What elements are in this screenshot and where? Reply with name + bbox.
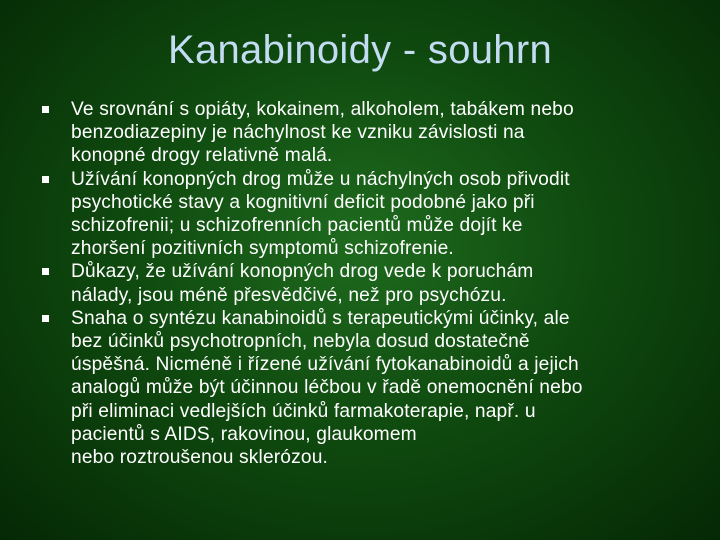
square-bullet-icon <box>42 315 49 322</box>
slide-title: Kanabinoidy - souhrn <box>167 28 553 72</box>
bullet-list <box>40 98 705 469</box>
bullet-text: Ve srovnání s opiáty, kokainem, alkoholem, tabákem nebo benzodiazepiny je náchylnost ke vzniku závislosti na konopné drogy relativně malá. <box>71 99 574 167</box>
bullet-text: Důkazy, že užívání konopných drog vede k poruchám nálady, jsou méně přesvědčivé, než pro psychózu. <box>71 261 534 306</box>
square-bullet-icon <box>42 176 49 183</box>
bullet-item-mood-disorders <box>40 260 705 306</box>
bullet-item-therapeutic-use <box>40 307 705 469</box>
bullet-item-psychosis-risk <box>40 168 705 261</box>
bullet-text: Snaha o syntézu kanabinoidů s terapeutickými účinky, ale bez účinků psychotropních, nebyla dosud dostatečně úspěšná. Nicméně i řízené užívání fytokanabinoidů a jejich analogů může být účinnou léčbou v řadě onemocnění nebo při eliminaci vedlejších účinků farmakoterapie, např. u pacientů s AIDS, rakovinou, glaukomem nebo roztroušenou sklerózou. <box>71 307 583 469</box>
square-bullet-icon <box>42 106 49 113</box>
bullet-text: Užívání konopných drog může u náchylných osob přivodit psychotické stavy a kognitivní deficit podobné jako při schizofrenii; u schizofrenních pacientů může dojít ke zhoršení pozitivních symptomů schizofrenie. <box>71 168 570 260</box>
bullet-item-dependence-risk <box>40 98 705 168</box>
square-bullet-icon <box>42 268 49 275</box>
